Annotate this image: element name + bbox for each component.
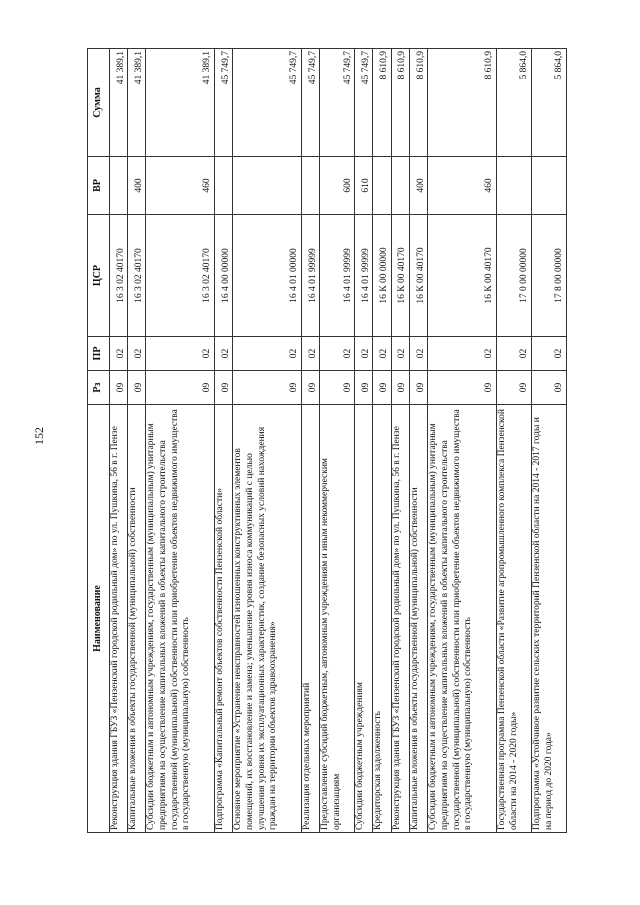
table-row	[128, 49, 146, 833]
cell-pr: 02	[215, 337, 233, 371]
cell-rz: 09	[428, 371, 497, 405]
cell-csr: 16 4 01 00000	[233, 215, 302, 337]
cell-sum: 8 610,9	[409, 49, 427, 157]
cell-sum: 8 610,9	[373, 49, 391, 157]
cell-csr: 17 8 00 00000	[531, 215, 566, 337]
cell-csr: 17 0 00 00000	[496, 215, 531, 337]
table-row	[110, 49, 128, 833]
header-vr: ВР	[88, 157, 110, 215]
cell-name: Субсидии бюджетным и автономным учреждениям, государственным (муниципальным) унитарным предприятиям на осуществление капитальных вложений в объекты капитального строительства государственной (муниципальной) собственности или приобретение объектов недвижимого имущества в государственную (муниципальную) собственность	[146, 405, 215, 833]
cell-csr: 16 К 00 00000	[373, 215, 391, 337]
cell-pr: 02	[391, 337, 409, 371]
cell-vr: 400	[128, 157, 146, 215]
header-rz: Рз	[88, 371, 110, 405]
cell-sum: 45 749,7	[215, 49, 233, 157]
cell-vr: 400	[409, 157, 427, 215]
cell-name: Основное мероприятие «Устранение неисправностей изношенных конструктивных элементов помещений, их восстановление и замена; уменьшение уровня износа коммуникаций с целью улучшения уровня их эксплуатационных характеристик, создание безопасных условий нахождения граждан на территории объектов здравоохранения»	[233, 405, 302, 833]
cell-pr: 02	[496, 337, 531, 371]
table-row	[391, 49, 409, 833]
cell-csr: 16 3 02 40170	[128, 215, 146, 337]
cell-rz: 09	[355, 371, 373, 405]
cell-sum: 5 864,0	[496, 49, 531, 157]
cell-vr	[110, 157, 128, 215]
cell-rz: 09	[373, 371, 391, 405]
cell-vr	[373, 157, 391, 215]
cell-csr: 16 3 02 40170	[110, 215, 128, 337]
table-header-row	[88, 49, 110, 833]
cell-name: Предоставление субсидий бюджетным, автономным учреждениям и иным некоммерческим организациям	[320, 405, 355, 833]
cell-vr	[215, 157, 233, 215]
cell-pr: 02	[531, 337, 566, 371]
cell-csr: 16 К 00 40170	[428, 215, 497, 337]
table-body	[110, 49, 567, 833]
table-row	[146, 49, 215, 833]
cell-vr: 460	[146, 157, 215, 215]
cell-name: Кредиторская задолженность	[373, 405, 391, 833]
table-row	[428, 49, 497, 833]
cell-name: Реконструкция здания ГБУЗ «Пензенский городской родильный дом» по ул. Пушкина, 56 в г. Пензе	[391, 405, 409, 833]
cell-sum: 41 389,1	[128, 49, 146, 157]
cell-pr: 02	[409, 337, 427, 371]
cell-sum: 45 749,7	[355, 49, 373, 157]
cell-name: Субсидии бюджетным учреждениям	[355, 405, 373, 833]
cell-name: Реализация отдельных мероприятий	[301, 405, 319, 833]
cell-rz: 09	[301, 371, 319, 405]
table-row	[301, 49, 319, 833]
budget-table	[87, 48, 567, 833]
table-row	[496, 49, 531, 833]
cell-vr	[496, 157, 531, 215]
cell-rz: 09	[146, 371, 215, 405]
cell-pr: 02	[320, 337, 355, 371]
cell-pr: 02	[355, 337, 373, 371]
table-row	[320, 49, 355, 833]
header-pr: ПР	[88, 337, 110, 371]
cell-csr: 16 3 02 40170	[146, 215, 215, 337]
cell-sum: 45 749,7	[233, 49, 302, 157]
cell-rz: 09	[391, 371, 409, 405]
cell-name: Капитальные вложения в объекты государственной (муниципальной) собственности	[128, 405, 146, 833]
cell-pr: 02	[110, 337, 128, 371]
cell-sum: 45 749,7	[320, 49, 355, 157]
cell-csr: 16 К 00 40170	[409, 215, 427, 337]
table-row	[233, 49, 302, 833]
header-name: Наименование	[88, 405, 110, 833]
cell-rz: 09	[128, 371, 146, 405]
cell-vr: 460	[428, 157, 497, 215]
cell-pr: 02	[373, 337, 391, 371]
cell-name: Подпрограмма «Устойчивое развитие сельских территорий Пензенской области на 2014 - 2017 годы и на период до 2020 года»	[531, 405, 566, 833]
cell-vr: 610	[355, 157, 373, 215]
table-row	[215, 49, 233, 833]
table-row	[355, 49, 373, 833]
cell-csr: 16 К 00 40170	[391, 215, 409, 337]
cell-sum: 41 389,1	[110, 49, 128, 157]
cell-name: Субсидии бюджетным и автономным учреждениям, государственным (муниципальным) унитарным предприятиям на осуществление капитальных вложений в объекты капитального строительства государственной (муниципальной) собственности или приобретение объектов недвижимого имущества в государственную (муниципальную) собственность	[428, 405, 497, 833]
cell-name: Подпрограмма «Капитальный ремонт объектов собственности Пензенской области»	[215, 405, 233, 833]
header-sum: Сумма	[88, 49, 110, 157]
cell-name: Государственная программа Пензенской области «Развитие агропромышленного комплекса Пензенской области на 2014 - 2020 годы»	[496, 405, 531, 833]
cell-sum: 8 610,9	[391, 49, 409, 157]
cell-sum: 8 610,9	[428, 49, 497, 157]
header-csr: ЦСР	[88, 215, 110, 337]
cell-rz: 09	[215, 371, 233, 405]
cell-vr	[301, 157, 319, 215]
cell-csr: 16 4 01 99999	[301, 215, 319, 337]
cell-pr: 02	[233, 337, 302, 371]
cell-csr: 16 4 01 99999	[355, 215, 373, 337]
cell-sum: 45 749,7	[301, 49, 319, 157]
cell-pr: 02	[428, 337, 497, 371]
cell-rz: 09	[496, 371, 531, 405]
table-row	[409, 49, 427, 833]
cell-pr: 02	[301, 337, 319, 371]
cell-rz: 09	[531, 371, 566, 405]
table-row	[373, 49, 391, 833]
cell-vr	[233, 157, 302, 215]
cell-name: Капитальные вложения в объекты государственной (муниципальной) собственности	[409, 405, 427, 833]
table-row	[531, 49, 566, 833]
budget-table-container	[87, 49, 567, 833]
cell-rz: 09	[409, 371, 427, 405]
cell-rz: 09	[110, 371, 128, 405]
page-number: 152	[32, 427, 46, 445]
cell-vr	[391, 157, 409, 215]
cell-rz: 09	[320, 371, 355, 405]
cell-csr: 16 4 00 00000	[215, 215, 233, 337]
cell-pr: 02	[128, 337, 146, 371]
cell-csr: 16 4 01 99999	[320, 215, 355, 337]
cell-rz: 09	[233, 371, 302, 405]
cell-pr: 02	[146, 337, 215, 371]
cell-sum: 41 389,1	[146, 49, 215, 157]
cell-vr	[531, 157, 566, 215]
cell-sum: 5 864,0	[531, 49, 566, 157]
cell-name: Реконструкция здания ГБУЗ «Пензенский городской родильный дом» по ул. Пушкина, 56 в г. Пензе	[110, 405, 128, 833]
cell-vr: 600	[320, 157, 355, 215]
